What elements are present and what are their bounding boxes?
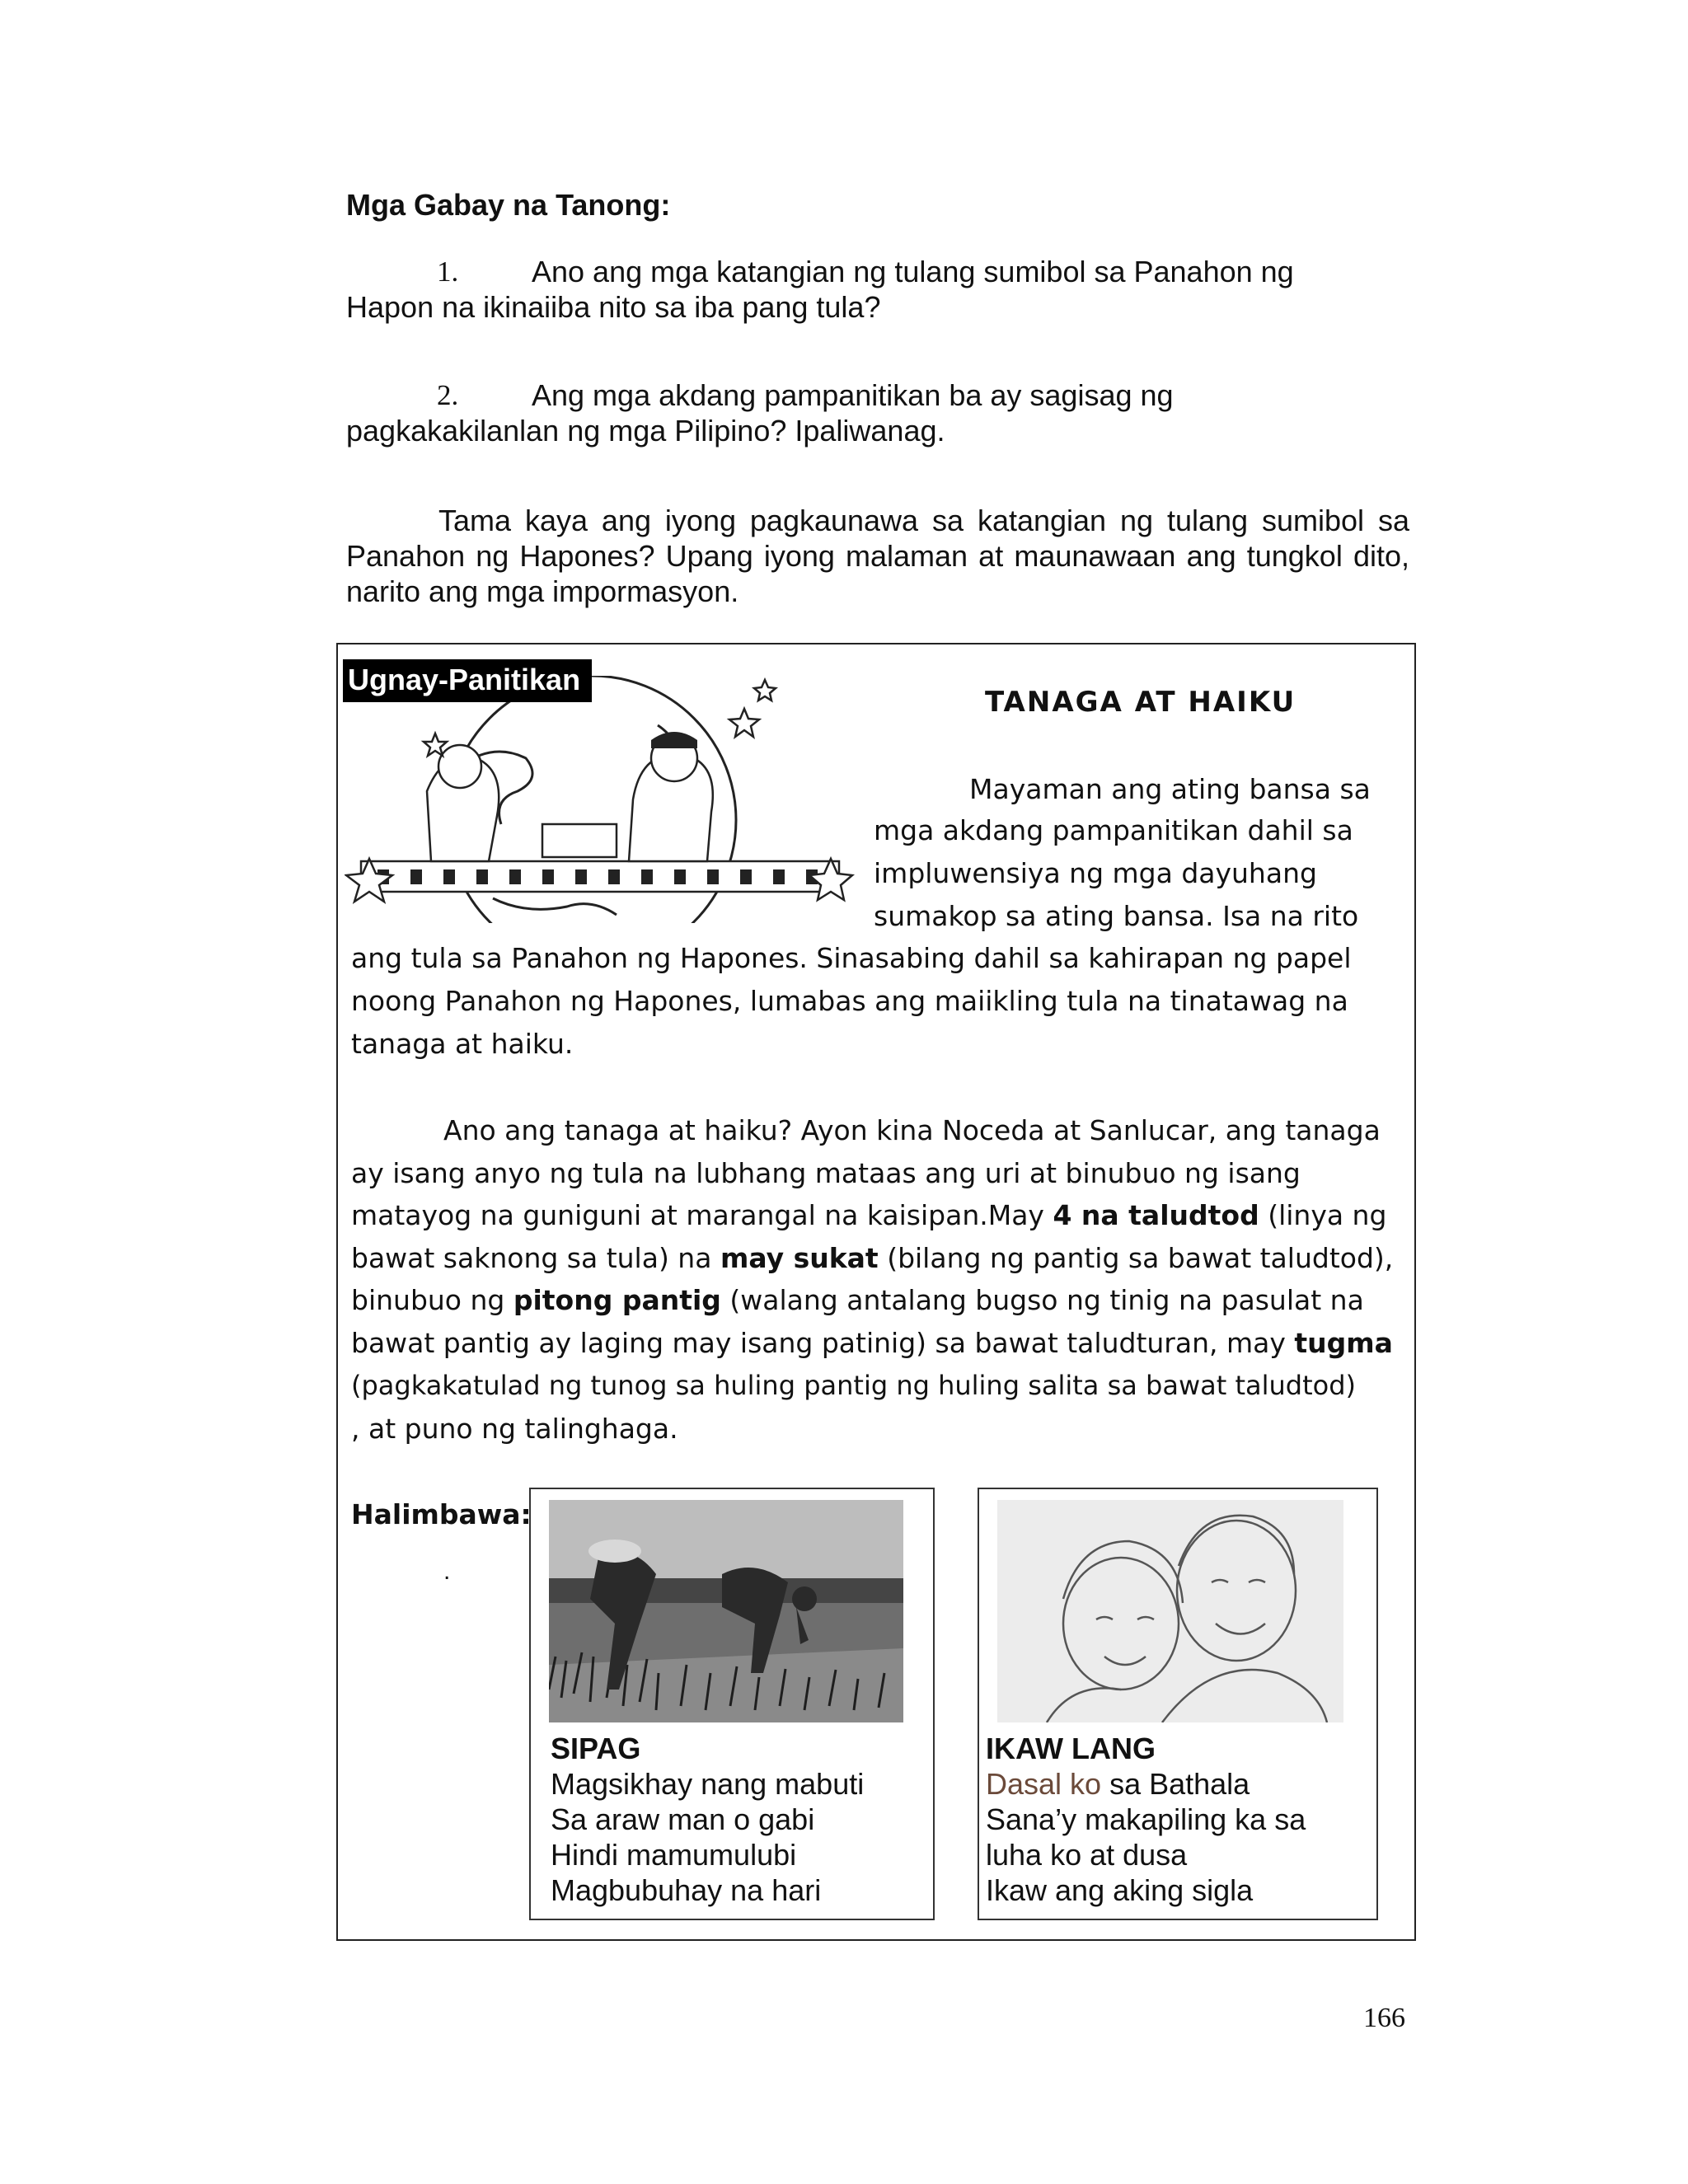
keyword-taludtod: 4 na taludtod	[1053, 1199, 1259, 1231]
definition-line: bawat pantig ay laging may isang patinig) sa bawat taludturan, may tugma	[351, 1327, 1393, 1359]
poem-line: Ikaw ang aking sigla	[986, 1873, 1254, 1907]
intro-line: ang tula sa Panahon ng Hapones. Sinasabing dahil sa kahirapan ng papel	[351, 942, 1352, 974]
definition-line: ay isang anyo ng tula na lubhang mataas ang uri at binubuo ng isang	[351, 1157, 1301, 1189]
question-2-line-2: pagkakakilanlan ng mga Pilipino? Ipaliwanag.	[346, 414, 945, 448]
question-1	[346, 254, 1368, 325]
poem-sipag	[551, 1731, 864, 1908]
poem-ikaw-lang	[986, 1731, 1306, 1908]
definition-line: bawat saknong sa tula) na may sukat (bilang ng pantig sa bawat taludtod),	[351, 1242, 1394, 1274]
intro-paragraph: Tama kaya ang iyong pagkaunawa sa katangian ng tulang sumibol sa Panahon ng Hapones? Upang iyong malaman at maunawaan ang tungkol dito, narito ang mga impormasyon.	[346, 504, 1409, 608]
page-number: 166	[1363, 2003, 1405, 2033]
ugnay-panitikan-tag: Ugnay-Panitikan	[343, 659, 592, 702]
question-2	[346, 377, 1368, 448]
question-1-line-2: Hapon na ikinaiiba nito sa iba pang tula?	[346, 290, 881, 324]
definition-line: matayog na guniguni at marangal na kaisipan.May 4 na taludtod (linya ng	[351, 1199, 1387, 1231]
poem-title: IKAW LANG	[986, 1732, 1156, 1765]
intro-line: sumakop sa ating bansa. Isa na rito	[874, 900, 1359, 932]
definition-line: , at puno ng talinghaga.	[351, 1413, 678, 1445]
elderly-couple-sketch	[997, 1500, 1343, 1722]
poem-line: luha ko at dusa	[986, 1838, 1188, 1872]
poem-line: Sa araw man o gabi	[551, 1802, 815, 1836]
article-title: TANAGA AT HAIKU	[985, 686, 1296, 719]
intro-line: mga akdang pampanitikan dahil sa	[874, 814, 1353, 846]
guide-heading: Mga Gabay na Tanong:	[346, 188, 671, 222]
example-label: Halimbawa:	[351, 1498, 532, 1530]
poem-line: Dasal ko sa Bathala	[986, 1767, 1250, 1801]
intro-line: Mayaman ang ating bansa sa	[969, 773, 1371, 805]
example-dot: .	[443, 1558, 451, 1585]
question-1-number: 1.	[437, 255, 459, 288]
rice-planting-photo	[549, 1500, 903, 1722]
poem-line: Sana’y makapiling ka sa	[986, 1802, 1306, 1836]
definition-line: binubuo ng pitong pantig (walang antalang bugso ng tinig na pasulat na	[351, 1284, 1364, 1316]
reading-kids-globe-illustration	[345, 676, 856, 923]
poem-highlight: Dasal ko	[986, 1767, 1102, 1801]
poem-line: Hindi mamumulubi	[551, 1838, 797, 1872]
intro-line: noong Panahon ng Hapones, lumabas ang maiikling tula na tinatawag na	[351, 985, 1348, 1017]
intro-line: tanaga at haiku.	[351, 1028, 574, 1060]
keyword-pantig: pitong pantig	[513, 1284, 721, 1316]
question-2-line-1: Ang mga akdang pampanitikan ba ay sagisag ng	[532, 378, 1174, 412]
definition-line: (pagkakatulad ng tunog sa huling pantig ng huling salita sa bawat taludtod)	[351, 1370, 1357, 1401]
question-2-number: 2.	[437, 379, 459, 411]
poem-line: Magsikhay nang mabuti	[551, 1767, 865, 1801]
poem-title: SIPAG	[551, 1732, 641, 1765]
keyword-tugma: tugma	[1294, 1327, 1393, 1359]
poem-line: Magbubuhay na hari	[551, 1873, 822, 1907]
keyword-sukat: may sukat	[720, 1242, 879, 1274]
question-1-line-1: Ano ang mga katangian ng tulang sumibol sa Panahon ng	[532, 255, 1294, 288]
intro-line: impluwensiya ng mga dayuhang	[874, 857, 1317, 889]
definition-line: Ano ang tanaga at haiku? Ayon kina Noceda at Sanlucar, ang tanaga	[443, 1114, 1381, 1146]
